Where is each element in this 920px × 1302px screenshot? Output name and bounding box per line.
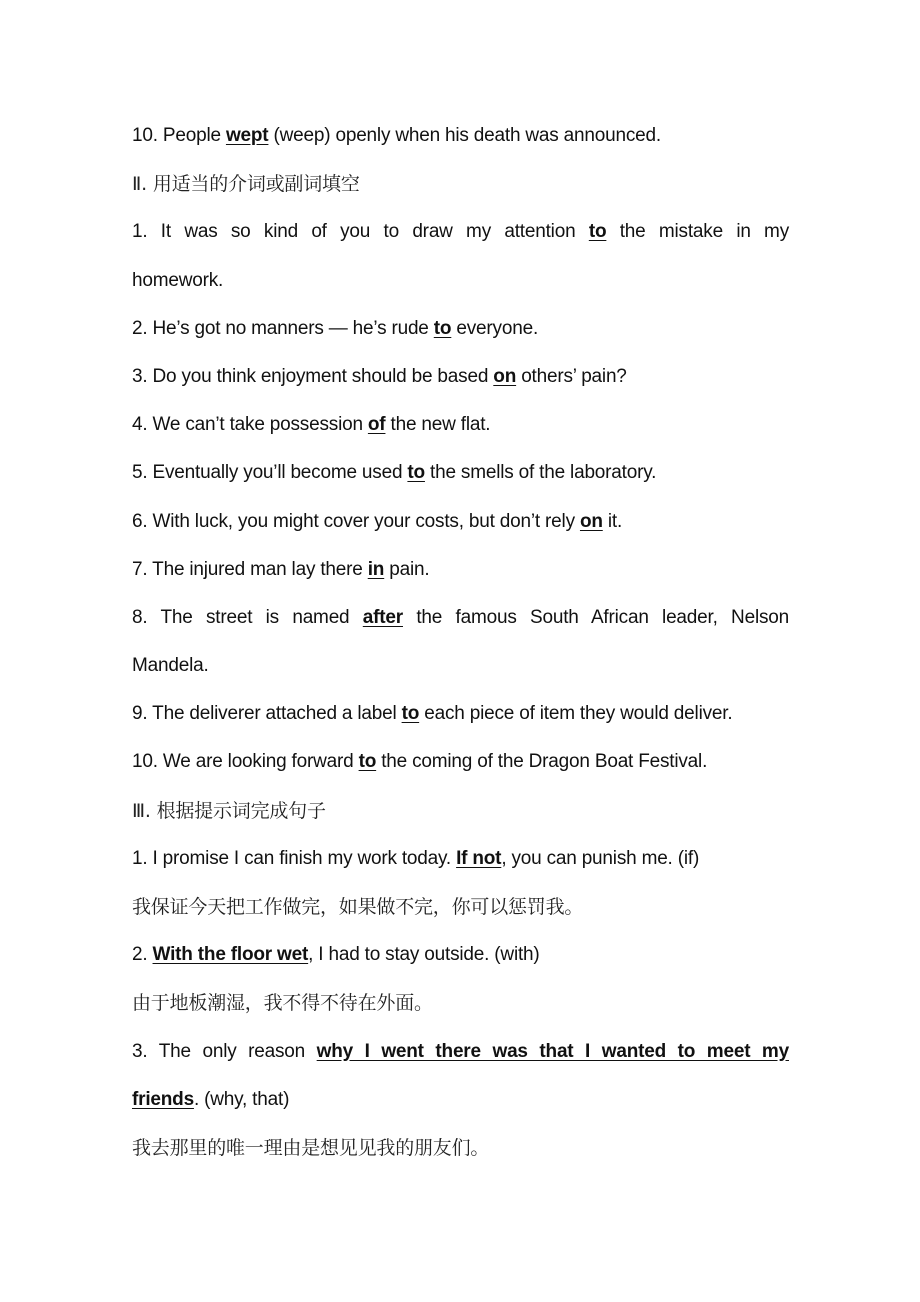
item-prefix: 8. The street is named: [132, 606, 363, 628]
item-prefix: 2. He’s got no manners — he’s rude: [132, 317, 434, 339]
document-page: [132, 112, 789, 1172]
exercise-item: [132, 1076, 789, 1124]
item-suffix: . (why, that): [193, 1088, 290, 1110]
answer-text: to: [407, 462, 425, 484]
exercise-item: [132, 738, 789, 786]
item-suffix: others’ pain?: [516, 365, 627, 387]
continuation-line: [132, 257, 789, 305]
item-prefix: 5. Eventually you’ll become used: [132, 462, 408, 484]
item-suffix: it.: [602, 510, 623, 532]
exercise-item: [132, 690, 789, 738]
answer-text: If not: [456, 847, 502, 869]
answer-text: after: [362, 606, 403, 628]
exercise-item: [132, 931, 789, 979]
answer-text: to: [358, 751, 377, 773]
exercise-item: [132, 112, 789, 160]
section-heading: [132, 160, 789, 208]
answer-text: to: [433, 317, 452, 339]
item-prefix: 9. The deliverer attached a label: [132, 703, 402, 725]
item-suffix: , you can punish me. (if): [501, 847, 700, 869]
answer-text: to: [588, 221, 607, 243]
exercise-item: [132, 546, 789, 594]
line-text: 我去那里的唯一理由是想见见我的朋友们。: [132, 1136, 490, 1159]
item-suffix: , I had to stay outside. (with): [308, 944, 540, 966]
item-prefix: 4. We can’t take possession: [132, 414, 368, 436]
exercise-item: [132, 353, 789, 401]
answer-text: of: [367, 414, 386, 436]
answer-text: With the floor wet: [152, 944, 309, 966]
item-suffix: the coming of the Dragon Boat Festival.: [376, 751, 708, 773]
exercise-item: [132, 1028, 789, 1076]
item-suffix: the new flat.: [385, 414, 491, 436]
exercise-item: [132, 401, 789, 449]
answer-text: to: [401, 703, 420, 725]
chinese-translation: [132, 883, 789, 931]
item-prefix: 10. People: [132, 125, 226, 146]
line-text: Ⅱ. 用适当的介词或副词填空: [132, 173, 360, 196]
exercise-item: [132, 449, 789, 497]
line-text: 我保证今天把工作做完，如果做不完，你可以惩罚我。: [132, 896, 584, 918]
exercise-item: [132, 498, 789, 546]
item-suffix: the mistake in my: [606, 221, 789, 243]
chinese-translation: [132, 979, 789, 1027]
item-suffix: everyone.: [451, 317, 539, 339]
continuation-line: [132, 642, 789, 690]
line-text: homework.: [132, 269, 224, 291]
item-suffix: the smells of the laboratory.: [424, 462, 657, 484]
item-prefix: 3. Do you think enjoyment should be based: [132, 365, 494, 387]
item-suffix: each piece of item they would deliver.: [419, 703, 733, 725]
answer-text: on: [579, 510, 603, 532]
item-prefix: 1. It was so kind of you to draw my attention: [132, 221, 589, 243]
exercise-item: [132, 835, 789, 883]
item-suffix: (weep) openly when his death was announced.: [268, 125, 661, 146]
answer-text: on: [493, 365, 517, 387]
chinese-translation: [132, 1124, 789, 1172]
answer-text: friends: [132, 1088, 194, 1110]
answer-text: why I went there was that I wanted to meet my: [316, 1040, 789, 1062]
section-heading: [132, 787, 789, 835]
item-prefix: 3. The only reason: [132, 1040, 317, 1062]
line-text: Mandela.: [132, 655, 209, 677]
exercise-item: [132, 208, 789, 256]
item-prefix: 6. With luck, you might cover your costs, but don’t rely: [132, 510, 580, 532]
item-prefix: 2.: [132, 944, 153, 966]
exercise-item: [132, 305, 789, 353]
line-text: 由于地板潮湿，我不得不待在外面。: [132, 992, 433, 1015]
answer-text: wept: [225, 125, 269, 146]
item-suffix: the famous South African leader, Nelson: [402, 606, 789, 628]
exercise-item: [132, 594, 789, 642]
item-prefix: 1. I promise I can finish my work today.: [132, 847, 457, 869]
item-suffix: pain.: [384, 558, 430, 580]
item-prefix: 7. The injured man lay there: [132, 558, 368, 580]
answer-text: in: [367, 558, 385, 580]
line-text: Ⅲ. 根据提示词完成句子: [132, 799, 326, 822]
item-prefix: 10. We are looking forward: [132, 751, 359, 773]
